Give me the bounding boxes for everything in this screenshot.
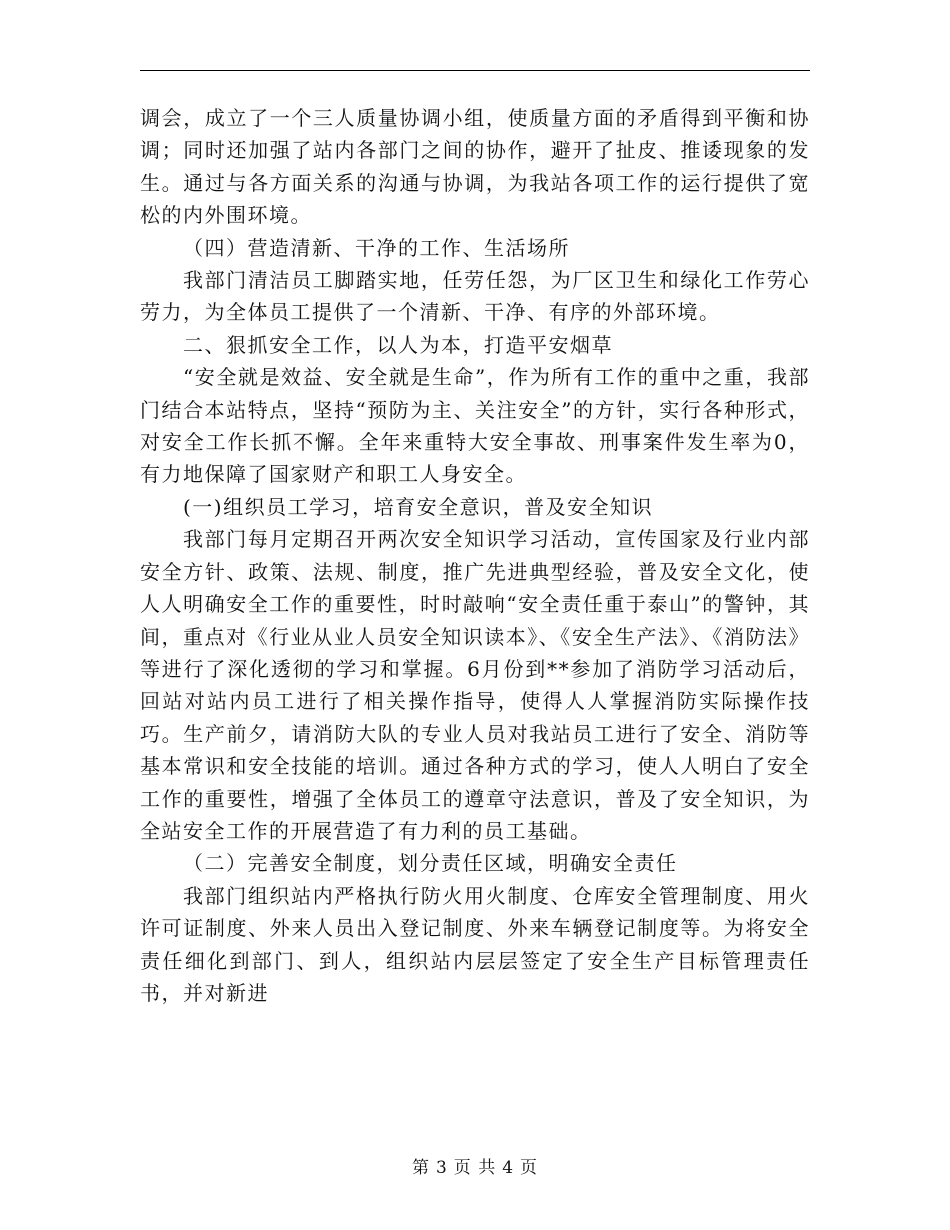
paragraph-rules: 我部门组织站内严格执行防火用火制度、仓库安全管理制度、用火许可证制度、外来人员出入登记制度、外来车辆登记制度等。为将安全责任细化到部门、到人，组织站内层层签定了安全生产目标管理责任书，并对新进 [140, 883, 810, 1005]
subheading-1: (一)组织员工学习，培育安全意识，普及安全知识 [183, 494, 654, 519]
section-heading-2: 二、狠抓安全工作，以人为本，打造平安烟草 [183, 332, 613, 357]
paragraph-safety-intro: “安全就是效益、安全就是生命”，作为所有工作的重中之重，我部门结合本站特点，坚持“预防为主、关注安全”的方针，实行各种形式，对安全工作长抓不懈。全年来重特大安全事故、刑事案件发生率为0，有力地保障了国家财产和职工人身安全。 [140, 365, 810, 487]
footer-total-pages: 4 [502, 1158, 515, 1178]
document-body [140, 102, 810, 1009]
subheading-2: （二）完善安全制度，划分责任区域，明确安全责任 [183, 851, 678, 876]
paragraph-training: 我部门每月定期召开两次安全知识学习活动，宣传国家及行业内部安全方针、政策、法规、制度，推广先进典型经验，普及安全文化，使人人明确安全工作的重要性，时时敲响“安全责任重于泰山”的警钟，其间，重点对《行业从业人员安全知识读本》、《安全生产法》、《消防法》等进行了深化透彻的学习和掌握。6月份到**参加了消防学习活动后，回站对站内员工进行了相关操作指导，使得人人掌握消防实际操作技巧。生产前夕，请消防大队的专业人员对我站员工进行了安全、消防等基本常识和安全技能的培训。通过各种方式的学习，使人人明白了安全工作的重要性，增强了全体员工的遵章守法意识，普及了安全知识，为全站安全工作的开展营造了有力利的员工基础。 [140, 527, 810, 843]
footer-middle: 页 共 [453, 1158, 497, 1178]
paragraph-cleaning: 我部门清洁员工脚踏实地，任劳任怨，为厂区卫生和绿化工作劳心劳力，为全体员工提供了一个清新、干净、有序的外部环境。 [140, 268, 810, 325]
header-rule [140, 70, 810, 71]
page-footer [0, 1153, 950, 1178]
paragraph-1: 调会，成立了一个三人质量协调小组，使质量方面的矛盾得到平衡和协调；同时还加强了站内各部门之间的协作，避开了扯皮、推诿现象的发生。通过与各方面关系的沟通与协调，为我站各项工作的运行提供了宽松的内外围环境。 [140, 106, 810, 228]
subheading-4: （四）营造清新、干净的工作、生活场所 [183, 235, 570, 260]
footer-prefix: 第 [411, 1158, 430, 1178]
footer-suffix: 页 [520, 1158, 539, 1178]
footer-current-page: 3 [435, 1158, 448, 1178]
